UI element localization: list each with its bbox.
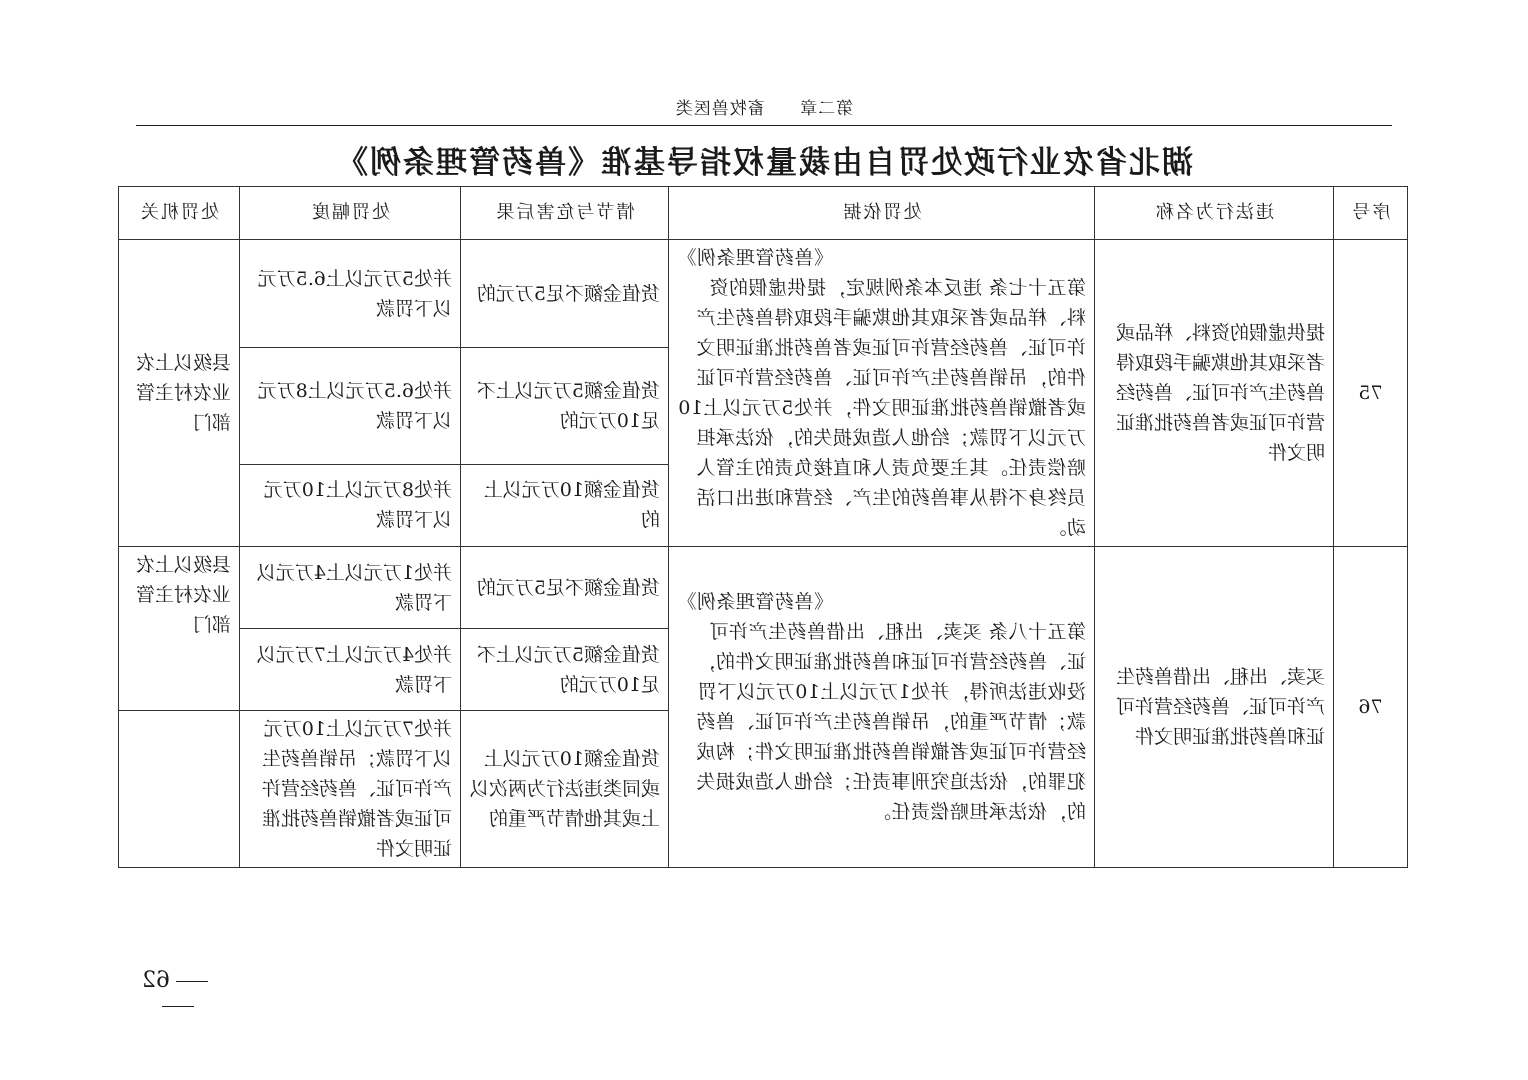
- header-cell-authority: 处罚机关: [119, 187, 240, 240]
- page-number-dash-left: [176, 981, 208, 982]
- basis-law-name: 《兽药管理条例》: [677, 591, 834, 613]
- penalty-range-cell: 并处1万元以上4万元以下罚款: [240, 547, 461, 629]
- header-cell-violation: 违法行为名称: [1095, 187, 1334, 240]
- authority-cell-empty: [119, 711, 240, 868]
- page-number-value: 62: [142, 968, 170, 993]
- page-number-dash-right: [162, 1006, 194, 1007]
- header-cell-circumstance: 情节与危害后果: [461, 187, 669, 240]
- violation-name: 提供虚假的资料、样品或者采取其他欺骗手段取得兽药生产许可证、兽药经营许可证或者兽药批准证明文件: [1095, 240, 1334, 547]
- table-header-row: [119, 187, 1408, 240]
- basis-law-name: 《兽药管理条例》: [677, 247, 834, 269]
- running-header-category: 畜牧兽医类: [674, 99, 765, 119]
- circumstance-cell: 货值金额不足5万元的: [461, 547, 669, 629]
- penalty-range-cell: 并处8万元以上10万元以下罚款: [240, 464, 461, 546]
- running-header: [136, 94, 1392, 119]
- circumstance-cell: 货值金额5万元以上不足10万元的: [461, 629, 669, 711]
- table-row: [119, 240, 1408, 348]
- penalty-range-cell: 并处6.5万元以上8万元以下罚款: [240, 348, 461, 464]
- table-row: [119, 547, 1408, 629]
- row-number: 76: [1334, 547, 1408, 868]
- penalty-basis: [669, 240, 1095, 547]
- header-cell-penalty: 处罚幅度: [240, 187, 461, 240]
- running-header-chapter: 第二章: [799, 99, 854, 119]
- penalty-table: [118, 186, 1408, 868]
- basis-article-text: 第五十八条 买卖、出租、出借兽药生产许可证、兽药经营许可证和兽药批准证明文件的，没收违法所得，并处1万元以上10万元以下罚款；情节严重的，吊销兽药生产许可证、兽药经营许可证或者撤销兽药批准证明文件；构成犯罪的，依法追究刑事责任；给他人造成损失的，依法承担赔偿责任。: [695, 621, 1086, 823]
- violation-name: 买卖、出租、出借兽药生产许可证、兽药经营许可证和兽药批准证明文件: [1095, 547, 1334, 868]
- basis-article-text: 第五十七条 违反本条例规定，提供虚假的资料、样品或者采取其他欺骗手段取得兽药生产许可证、兽药经营许可证或者兽药批准证明文件的，吊销兽药生产许可证、兽药经营许可证或者撤销兽药批准证明文件，并处5万元以上10万元以下罚款；给他人造成损失的，依法承担赔偿责任。其主要负责人和直接负责的主管人员终身不得从事兽药的生产、经营和进出口活动。: [677, 277, 1086, 539]
- page-number: [128, 968, 228, 1018]
- header-cell-no: 序号: [1334, 187, 1408, 240]
- circumstance-cell: 货值金额10万元以上的: [461, 464, 669, 546]
- document-title: 湖北省农业行政处罚自由裁量权指导基准《兽药管理条例》: [335, 145, 1193, 181]
- header-cell-basis: 处罚依据: [669, 187, 1095, 240]
- circumstance-cell: 货值金额10万元以上或同类违法行为两次以上或其他情节严重的: [461, 711, 669, 868]
- penalty-range-cell: 并处5万元以上6.5万元以下罚款: [240, 240, 461, 348]
- circumstance-cell: 货值金额不足5万元的: [461, 240, 669, 348]
- authority-cell: 县级以上农业农村主管部门: [119, 240, 240, 547]
- penalty-basis: [669, 547, 1095, 868]
- authority-cell: 县级以上农业农村主管部门: [119, 547, 240, 711]
- header-rule: [136, 125, 1392, 126]
- row-number: 75: [1334, 240, 1408, 547]
- penalty-range-cell: 并处4万元以上7万元以下罚款: [240, 629, 461, 711]
- circumstance-cell: 货值金额5万元以上不足10万元的: [461, 348, 669, 464]
- penalty-range-cell: 并处7万元以上10万元以下罚款；吊销兽药生产许可证、兽药经营许可证或者撤销兽药批准证明文件: [240, 711, 461, 868]
